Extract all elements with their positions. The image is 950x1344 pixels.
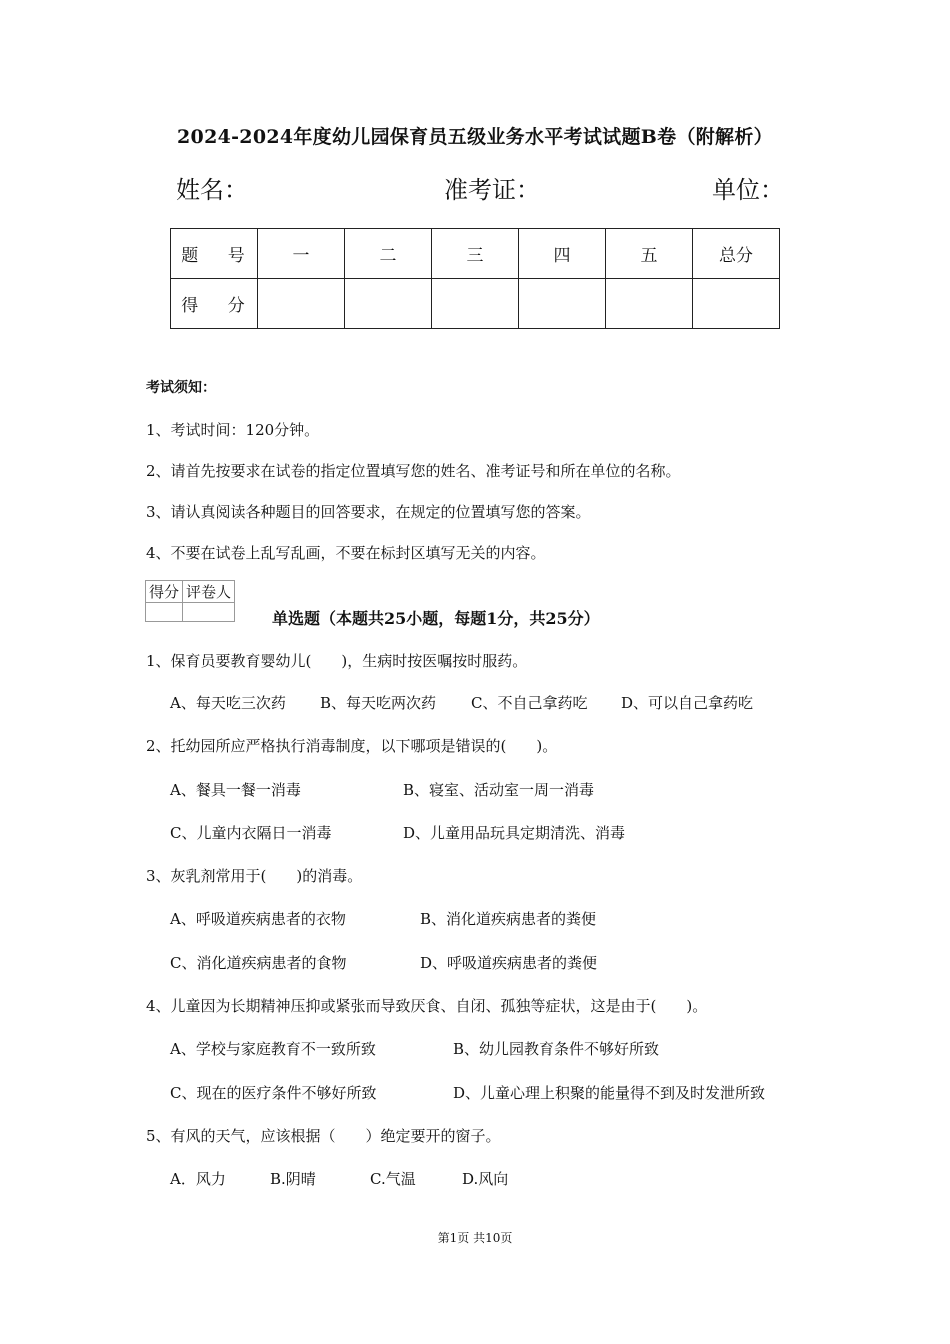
grader-reviewer-cell[interactable] xyxy=(183,603,235,622)
option-c[interactable]: C、现在的医疗条件不够好所致 xyxy=(170,1084,377,1102)
option-b[interactable]: B、寝室、活动室一周一消毒 xyxy=(403,781,595,799)
score-table xyxy=(170,228,780,329)
note-item: 1、考试时间：120分钟。 xyxy=(146,421,320,439)
option-a[interactable]: A、餐具一餐一消毒 xyxy=(170,781,301,799)
option-b[interactable]: B、每天吃两次药 xyxy=(320,694,437,712)
name-field-label: 姓名： xyxy=(176,176,248,204)
option-d[interactable]: D、儿童心理上积聚的能量得不到及时发泄所致 xyxy=(453,1084,766,1102)
exam-id-field-label: 准考证： xyxy=(444,176,540,204)
page-footer: 第1页 共10页 xyxy=(437,1231,513,1245)
option-b[interactable]: B、幼儿园教育条件不够好所致 xyxy=(453,1040,660,1058)
score-cell[interactable] xyxy=(519,279,606,329)
score-cell[interactable] xyxy=(606,279,693,329)
option-a[interactable]: A、呼吸道疾病患者的衣物 xyxy=(170,910,346,928)
score-cell[interactable] xyxy=(432,279,519,329)
question-stem: 3、灰乳剂常用于( )的消毒。 xyxy=(146,867,363,885)
option-a[interactable]: A、每天吃三次药 xyxy=(170,694,286,712)
score-table-header-cell: 总分 xyxy=(693,229,780,279)
score-cell[interactable] xyxy=(693,279,780,329)
score-table-header-cell: 二 xyxy=(345,229,432,279)
document-title: 2024-2024年度幼儿园保育员五级业务水平考试试题B卷（附解析） xyxy=(177,126,773,148)
option-b[interactable]: B、消化道疾病患者的粪便 xyxy=(420,910,597,928)
question-stem: 5、有风的天气，应该根据（ ）绝定要开的窗子。 xyxy=(146,1127,501,1145)
grader-reviewer-label: 评卷人 xyxy=(183,581,235,603)
score-table-header-cell: 一 xyxy=(258,229,345,279)
option-b[interactable]: B.阴晴 xyxy=(270,1170,316,1188)
option-d[interactable]: D.风向 xyxy=(462,1170,509,1188)
grader-score-cell[interactable] xyxy=(146,603,183,622)
option-d[interactable]: D、可以自己拿药吃 xyxy=(621,694,754,712)
unit-field-label: 单位： xyxy=(712,176,784,204)
score-table-header-label: 题 号 xyxy=(171,229,258,279)
score-table-header-cell: 四 xyxy=(519,229,606,279)
option-a[interactable]: A、学校与家庭教育不一致所致 xyxy=(170,1040,376,1058)
score-table-score-row xyxy=(171,279,780,329)
option-d[interactable]: D、呼吸道疾病患者的粪便 xyxy=(420,954,598,972)
question-stem: 1、保育员要教育婴幼儿( )，生病时按医嘱按时服药。 xyxy=(146,652,528,670)
note-item: 3、请认真阅读各种题目的回答要求，在规定的位置填写您的答案。 xyxy=(146,503,591,521)
option-c[interactable]: C、不自己拿药吃 xyxy=(471,694,588,712)
score-table-header-cell: 五 xyxy=(606,229,693,279)
note-item: 2、请首先按要求在试卷的指定位置填写您的姓名、准考证号和所在单位的名称。 xyxy=(146,462,681,480)
score-table-header-cell: 三 xyxy=(432,229,519,279)
score-table-score-label: 得 分 xyxy=(171,279,258,329)
score-cell[interactable] xyxy=(258,279,345,329)
grader-box xyxy=(145,580,235,622)
notes-heading: 考试须知： xyxy=(146,380,216,396)
option-c[interactable]: C、消化道疾病患者的食物 xyxy=(170,954,347,972)
question-stem: 2、托幼园所应严格执行消毒制度，以下哪项是错误的( )。 xyxy=(146,737,558,755)
option-c[interactable]: C、儿童内衣隔日一消毒 xyxy=(170,824,332,842)
option-d[interactable]: D、儿童用品玩具定期清洗、消毒 xyxy=(403,824,626,842)
score-table-header-row xyxy=(171,229,780,279)
option-a[interactable]: A．风力 xyxy=(170,1170,226,1188)
score-cell[interactable] xyxy=(345,279,432,329)
option-c[interactable]: C.气温 xyxy=(370,1170,416,1188)
note-item: 4、不要在试卷上乱写乱画，不要在标封区填写无关的内容。 xyxy=(146,544,546,562)
question-stem: 4、儿童因为长期精神压抑或紧张而导致厌食、自闭、孤独等症状，这是由于( )。 xyxy=(146,997,708,1015)
grader-score-label: 得分 xyxy=(146,581,183,603)
section-title: 单选题（本题共25小题，每题1分，共25分） xyxy=(272,609,600,628)
